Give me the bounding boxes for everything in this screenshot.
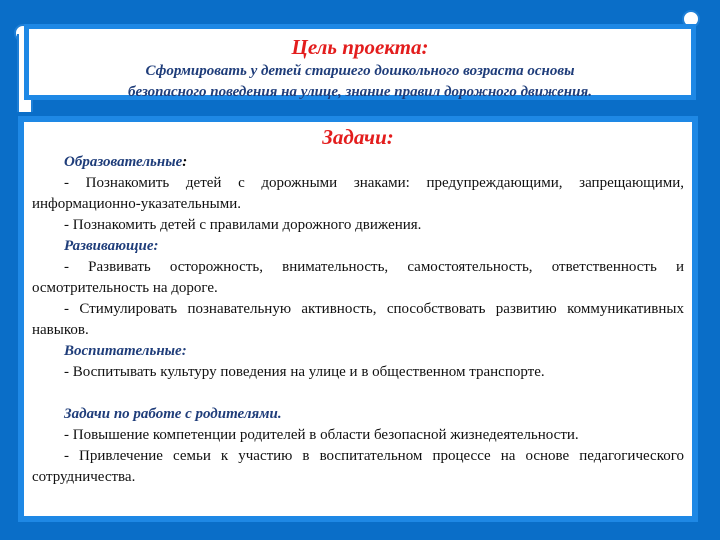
section-heading-developmental: Развивающие: [64,238,159,254]
task-item: - Воспитывать культуру поведения на улице и в общественном транспорте. [64,364,545,380]
section-heading-upbringing: Воспитательные: [64,343,187,359]
task-item: - Познакомить детей с правилами дорожного движения. [64,217,422,233]
task-item: - Повышение компетенции родителей в области безопасной жизнедеятельности. [64,427,579,443]
task-item: - Привлечение семьи к участию в воспитательном процессе на основе педагогического сотрудничества. [32,448,684,485]
tasks-title: Задачи: [322,125,394,149]
goal-text [29,61,691,103]
goal-panel [24,24,696,100]
tasks-panel [18,116,698,522]
spacer [32,383,684,404]
section-heading-educational: Образовательные: [64,154,188,170]
goal-text-line-2: безопасного поведения на улице, знание правил дорожного движения. [128,84,592,100]
task-item: - Познакомить детей с дорожными знаками: предупреждающими, запрещающими, информационно-указательными. [32,175,684,212]
section-heading-parents: Задачи по работе с родителями. [64,406,282,422]
task-item: - Развивать осторожность, внимательность, самостоятельность, ответственность и осмотрительность на дороге. [32,259,684,296]
goal-title: Цель проекта: [291,35,429,59]
goal-text-line-1: Сформировать у детей старшего дошкольного возраста основы [145,63,575,79]
task-item: - Стимулировать познавательную активность, способствовать развитию коммуникативных навыков. [32,301,684,338]
